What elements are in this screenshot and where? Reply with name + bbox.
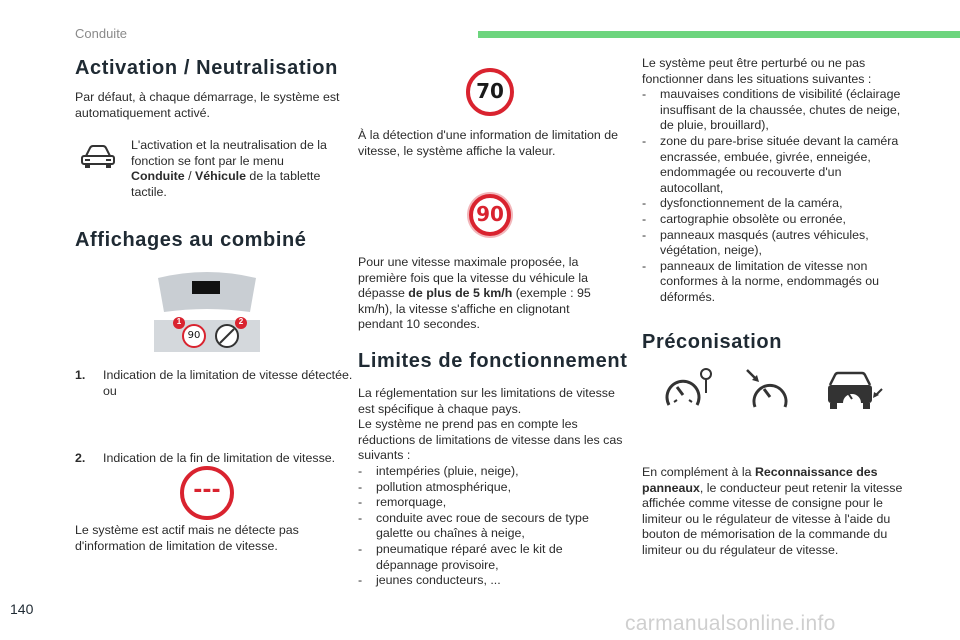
list-item: - panneaux de limitation de vitesse non conformes à la norme, endommagés ou déformés. xyxy=(642,259,907,306)
heading-limites: Limites de fonctionnement xyxy=(358,350,628,372)
paragraph-default: Par défaut, à chaque démarrage, le système est automatiquement activé. xyxy=(75,90,340,120)
paragraph-speed xyxy=(358,255,608,333)
cluster-sign-value: 90 xyxy=(187,330,201,341)
paragraph-complement xyxy=(642,465,907,559)
list-item: - conduite avec roue de secours de type galette ou chaînes à neige, xyxy=(358,511,623,542)
list-item: - remorquage, xyxy=(358,495,623,511)
figure-marker-1: 1 xyxy=(176,317,182,326)
menu-separator: / xyxy=(184,169,196,184)
speed-bold: de plus de 5 km/h xyxy=(408,286,513,301)
list-item: - dysfonctionnement de la caméra, xyxy=(642,196,907,212)
car-speedometer-icon xyxy=(826,367,884,412)
list-item: - zone du pare-brise située devant la caméra encrassée, embuée, givrée, enneigée, endommagée ou recouverte d'un autocollant, xyxy=(642,134,907,196)
list-item: - intempéries (pluie, neige), xyxy=(358,464,623,480)
figure-marker-2: 2 xyxy=(238,317,244,326)
paragraph-active: Le système est actif mais ne détecte pas d'information de limitation de vitesse. xyxy=(75,523,299,553)
item-1-number: 1. xyxy=(75,368,86,382)
situations-list xyxy=(642,87,907,305)
menu-vehicule: Véhicule xyxy=(195,169,246,184)
speed-sign-90-value: 90 xyxy=(476,202,504,226)
paragraph-reglementation: La réglementation sur les limitations de vitesse est spécifique à chaque pays. xyxy=(358,386,615,416)
page-number: 140 xyxy=(10,601,34,617)
item-1-text: Indication de la limitation de vitesse détectée. xyxy=(103,368,353,382)
list-item: - jeunes conducteurs, ... xyxy=(358,573,623,589)
heading-activation: Activation / Neutralisation xyxy=(75,57,338,79)
paragraph-cases: Le système ne prend pas en compte les réductions de limitations de vitesse dans les cas suivants : xyxy=(358,417,623,463)
item-2-number: 2. xyxy=(75,451,86,466)
limites-block xyxy=(358,386,623,589)
cluster-figure xyxy=(150,268,264,356)
list-item: - pneumatique réparé avec le kit de dépannage provisoire, xyxy=(358,542,623,573)
speedometer-button-icon xyxy=(745,367,795,412)
complement-post: , le conducteur peut retenir la vitesse affichée comme vitesse de consigne pour le limiteur ou le régulateur de vitesse à l'aide du bouton de mémorisation de la commande du limiteur ou du régulateur de vitesse. xyxy=(642,480,903,557)
speed-post: (exemple : 95 km/h), la vitesse s'affiche en clignotant pendant 10 secondes. xyxy=(358,286,591,332)
paragraph-perturbe: Le système peut être perturbé ou ne pas fonctionner dans les situations suivantes : xyxy=(642,56,872,86)
heading-affichages: Affichages au combiné xyxy=(75,229,307,251)
heading-preconisation: Préconisation xyxy=(642,331,783,353)
list-item: - panneaux masqués (autres véhicules, végétation, neige), xyxy=(642,228,907,259)
menu-note-pre: L'activation et la neutralisation de la fonction se font par le menu xyxy=(131,138,327,168)
item-1-or: ou xyxy=(103,383,117,398)
watermark: carmanualsonline.info xyxy=(625,612,836,635)
item-2-text: Indication de la fin de limitation de vitesse. xyxy=(103,451,336,466)
complement-bold: Reconnaissance des panneaux xyxy=(642,465,878,495)
speed-sign-70-value: 70 xyxy=(476,79,504,103)
list-item: - mauvaises conditions de visibilité (éclairage insuffisant de la chaussée, chutes de neige, de pluie, brouillard), xyxy=(642,87,907,134)
cases-list xyxy=(358,464,623,589)
speed-pre: Pour une vitesse maximale proposée, la première fois que la vitesse du véhicule la dépasse xyxy=(358,255,589,301)
list-item: - cartographie obsolète ou erronée, xyxy=(642,212,907,228)
menu-note xyxy=(131,138,331,200)
list-item-1 xyxy=(75,368,358,399)
list-item: - pollution atmosphérique, xyxy=(358,480,623,496)
section-header: Conduite xyxy=(75,26,128,41)
speedometer-memo-icon xyxy=(663,367,715,412)
header-accent-bar xyxy=(478,31,960,38)
paragraph-detection: À la détection d'une information de limitation de vitesse, le système affiche la valeur. xyxy=(358,128,618,158)
complement-pre: En complément à la xyxy=(642,465,755,479)
menu-note-post: de la tablette tactile. xyxy=(131,169,321,199)
perturbe-block xyxy=(642,56,907,306)
car-icon xyxy=(80,144,116,170)
no-limit-sign-text: --- xyxy=(193,478,221,503)
menu-conduite: Conduite xyxy=(131,169,185,184)
